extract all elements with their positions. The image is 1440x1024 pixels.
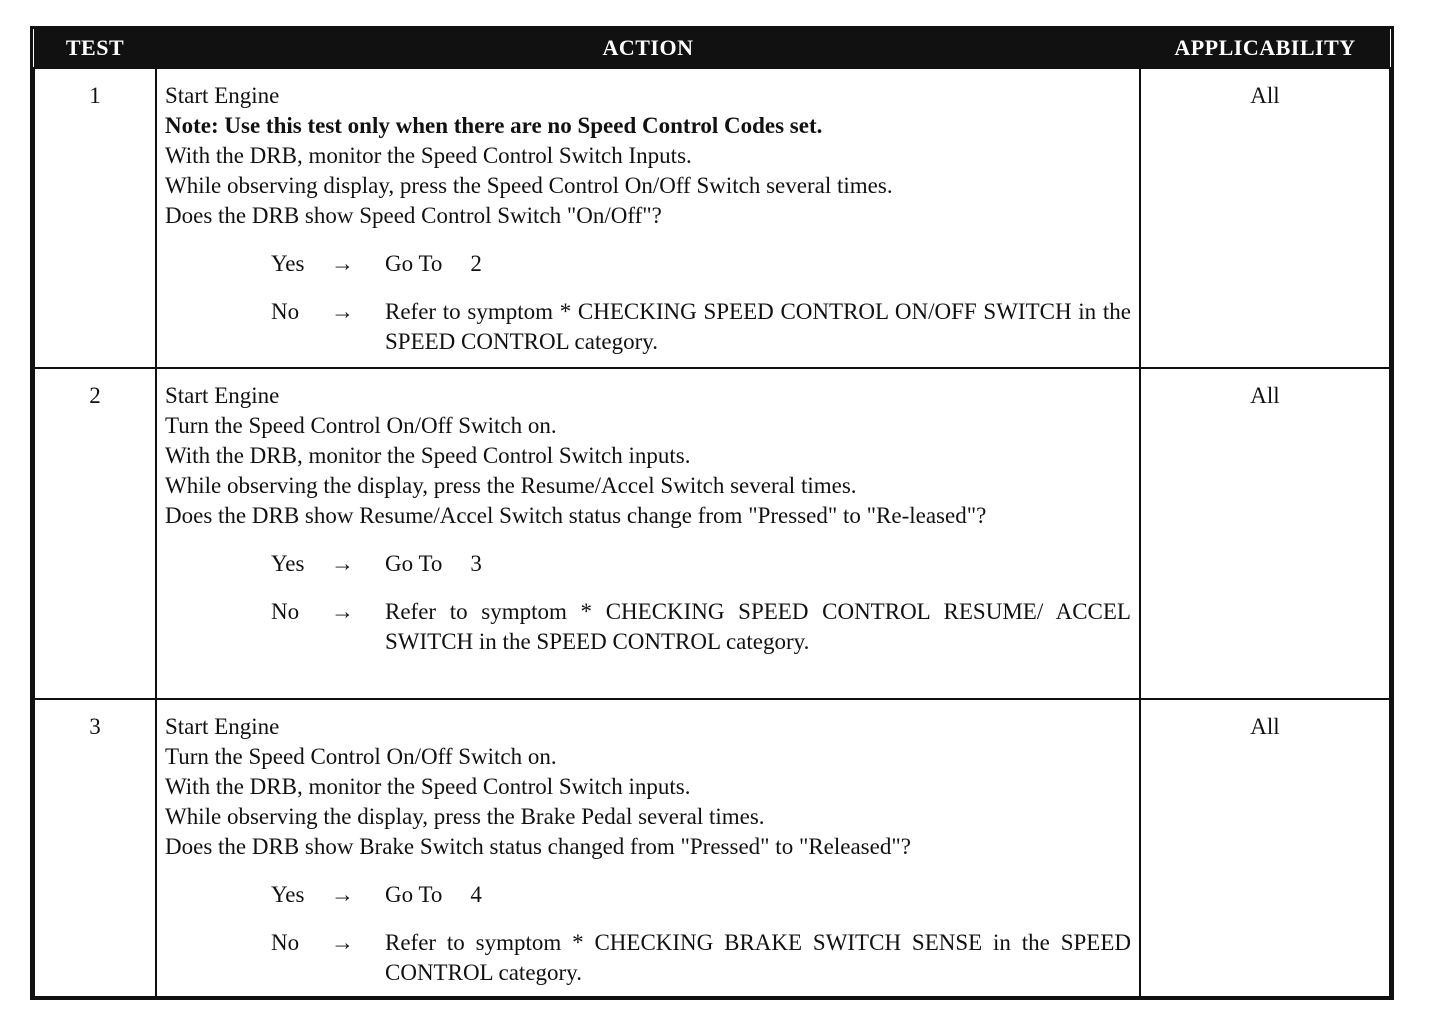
action-step: With the DRB, monitor the Speed Control Switch inputs. <box>165 774 691 799</box>
outcome-yes-action <box>385 249 1131 279</box>
action-cell <box>156 68 1140 368</box>
right-arrow-icon: → <box>331 882 354 907</box>
action-cell <box>156 368 1140 699</box>
right-arrow-icon: → <box>331 930 354 955</box>
test-number: 1 <box>34 68 156 368</box>
table-row <box>34 699 1390 997</box>
goto-text: Go To <box>385 251 443 276</box>
applicability-cell: All <box>1140 68 1390 368</box>
applicability-cell: All <box>1140 699 1390 997</box>
outcome-yes-label: Yes <box>271 551 305 576</box>
test-number: 2 <box>34 368 156 699</box>
action-step: While observing the display, press the Brake Pedal several times. <box>165 804 765 829</box>
outcome-yes <box>271 249 1131 279</box>
diagnostic-table-frame <box>30 26 1394 1000</box>
action-step: While observing display, press the Speed Control On/Off Switch several times. <box>165 173 893 198</box>
goto-target: 4 <box>470 882 482 907</box>
right-arrow-icon: → <box>331 551 354 576</box>
header-action: ACTION <box>156 29 1140 68</box>
table-row <box>34 368 1390 699</box>
table-header <box>34 29 1390 68</box>
action-step: Start Engine <box>165 83 280 108</box>
right-arrow-icon: → <box>331 251 354 276</box>
outcome-list <box>165 880 1131 988</box>
action-cell <box>156 699 1140 997</box>
goto-target: 3 <box>470 551 482 576</box>
test-number: 3 <box>34 699 156 997</box>
diagnostic-test-table <box>33 29 1391 998</box>
header-row <box>34 29 1390 68</box>
outcome-no-action: Refer to symptom * CHECKING SPEED CONTROL ON/OFF SWITCH in the SPEED CONTROL category. <box>385 299 1131 354</box>
goto-text: Go To <box>385 882 443 907</box>
action-step: Start Engine <box>165 714 280 739</box>
action-step: Start Engine <box>165 383 280 408</box>
outcome-no <box>271 597 1131 657</box>
action-question: Does the DRB show Resume/Accel Switch status change from "Pressed" to "Re-leased"? <box>165 503 987 528</box>
action-step: Turn the Speed Control On/Off Switch on. <box>165 744 557 769</box>
outcome-no-label: No <box>271 299 300 324</box>
header-applicability: APPLICABILITY <box>1140 29 1390 68</box>
goto-target: 2 <box>470 251 482 276</box>
outcome-no-action: Refer to symptom * CHECKING SPEED CONTROL RESUME/ ACCEL SWITCH in the SPEED CONTROL category. <box>385 599 1131 654</box>
outcome-list <box>165 249 1131 357</box>
action-step: While observing the display, press the Resume/Accel Switch several times. <box>165 473 857 498</box>
right-arrow-icon: → <box>331 599 354 624</box>
outcome-yes <box>271 880 1131 910</box>
goto-text: Go To <box>385 551 443 576</box>
action-step: With the DRB, monitor the Speed Control Switch Inputs. <box>165 143 692 168</box>
outcome-yes-action <box>385 549 1131 579</box>
outcome-no-action: Refer to symptom * CHECKING BRAKE SWITCH SENSE in the SPEED CONTROL category. <box>385 930 1131 985</box>
action-step: With the DRB, monitor the Speed Control Switch inputs. <box>165 443 691 468</box>
applicability-cell: All <box>1140 368 1390 699</box>
action-question: Does the DRB show Speed Control Switch "On/Off"? <box>165 203 662 228</box>
outcome-list <box>165 549 1131 657</box>
action-question: Does the DRB show Brake Switch status changed from "Pressed" to "Released"? <box>165 834 911 859</box>
outcome-no-label: No <box>271 930 300 955</box>
outcome-no-label: No <box>271 599 300 624</box>
outcome-yes-action <box>385 880 1131 910</box>
table-row <box>34 68 1390 368</box>
outcome-yes-label: Yes <box>271 251 305 276</box>
outcome-yes <box>271 549 1131 579</box>
action-step: Turn the Speed Control On/Off Switch on. <box>165 413 557 438</box>
outcome-yes-label: Yes <box>271 882 305 907</box>
right-arrow-icon: → <box>331 299 354 324</box>
outcome-no <box>271 297 1131 357</box>
table-body <box>34 68 1390 997</box>
header-test: TEST <box>34 29 156 68</box>
action-note: Note: Use this test only when there are no Speed Control Codes set. <box>165 113 823 138</box>
outcome-no <box>271 928 1131 988</box>
